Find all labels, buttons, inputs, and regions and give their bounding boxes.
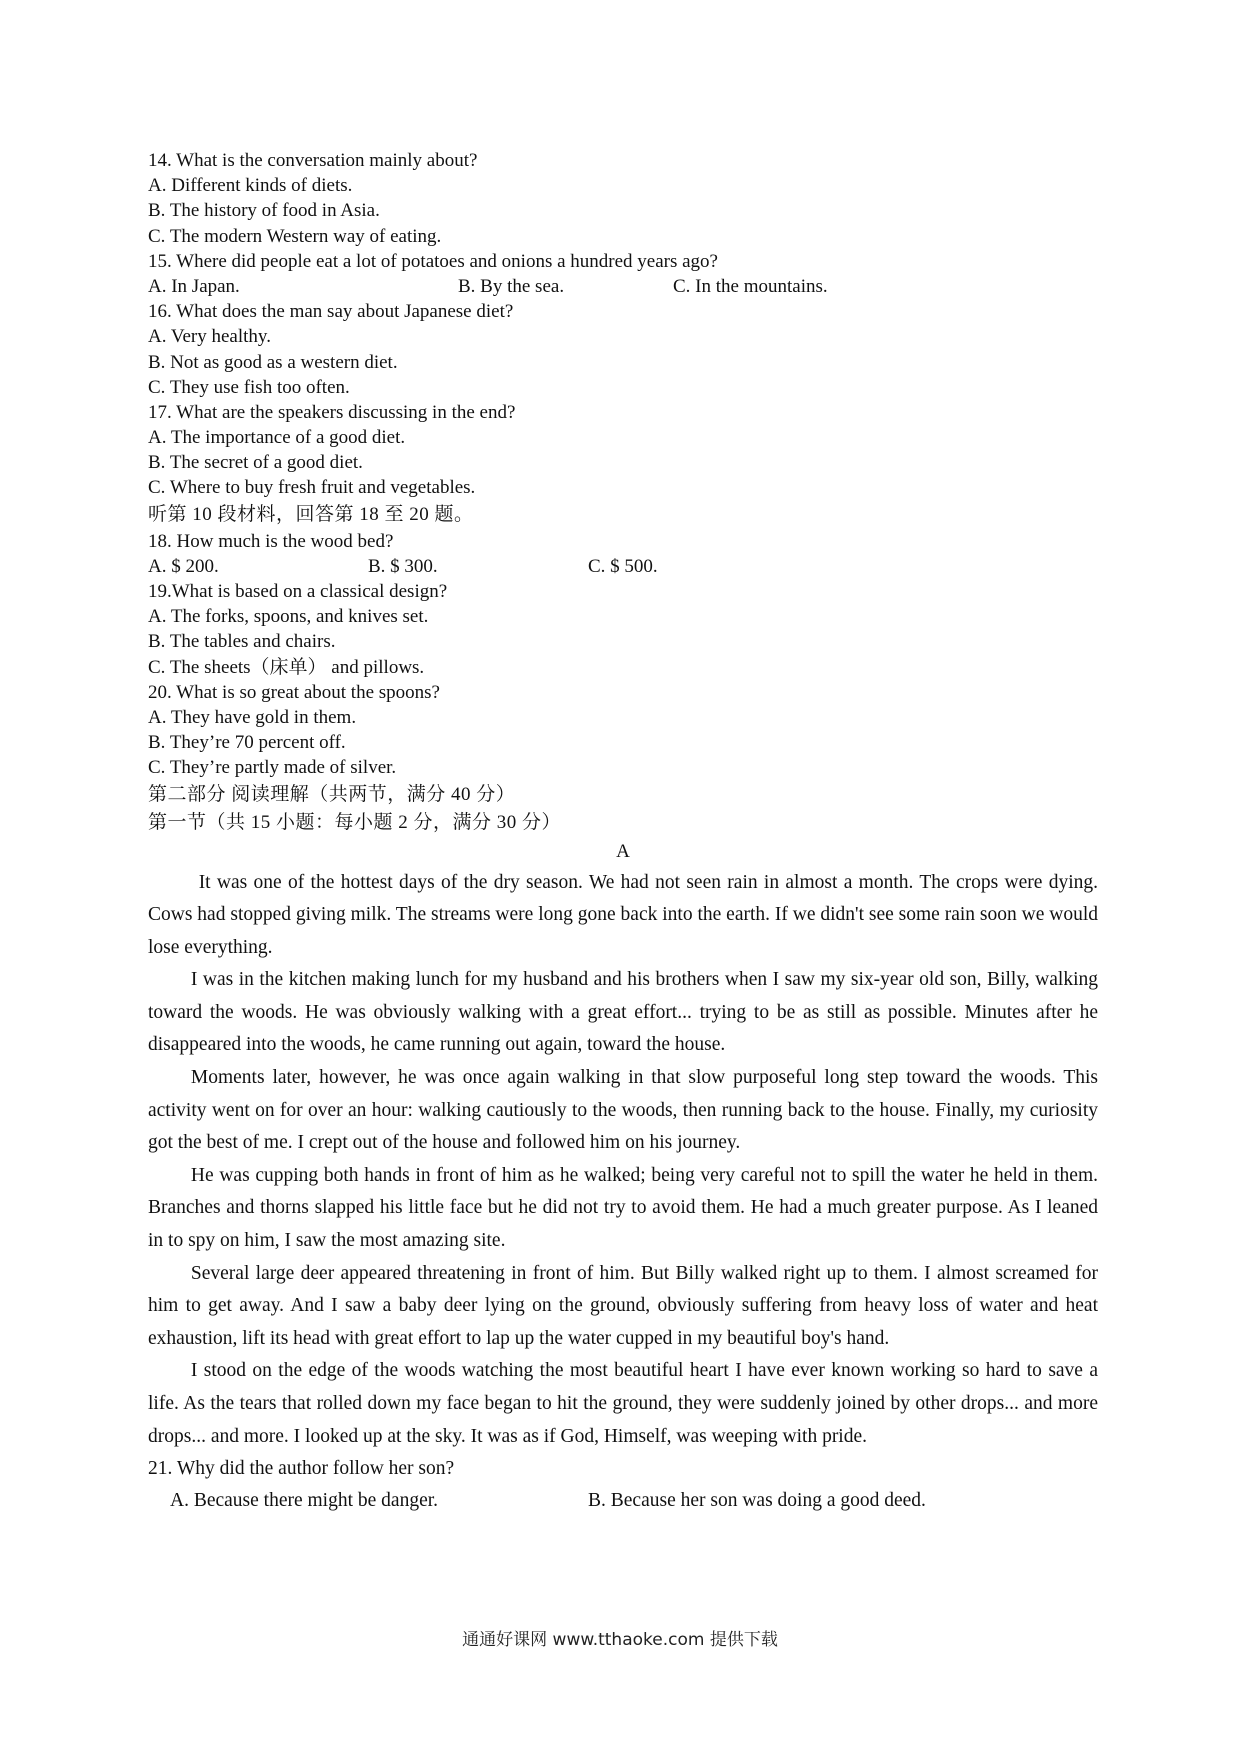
option-21b: B. Because her son was doing a good deed. xyxy=(588,1490,926,1512)
options-15 xyxy=(148,274,1098,299)
part-heading: 第二部分 阅读理解（共两节，满分 40 分） xyxy=(148,783,516,805)
question-17: 17. What are the speakers discussing in the end? xyxy=(148,401,516,423)
passage-paragraph-2: I was in the kitchen making lunch for my husband and his brothers when I saw my six-year old son, Billy, walking toward the woods. He was obviously walking with a great effort... trying to be as still as possible. Minutes after he disappeared into the woods, he came running out again, toward the house. xyxy=(148,969,1098,1056)
question-16: 16. What does the man say about Japanese diet? xyxy=(148,301,514,323)
option-16c: C. They use fish too often. xyxy=(148,376,350,398)
option-20c: C. They’re partly made of silver. xyxy=(148,757,397,779)
option-16b: B. Not as good as a western diet. xyxy=(148,351,398,373)
question-20: 20. What is so great about the spoons? xyxy=(148,681,440,703)
option-19b: B. The tables and chairs. xyxy=(148,631,336,653)
option-21a: A. Because there might be danger. xyxy=(170,1490,439,1512)
section-note: 听第 10 段材料，回答第 18 至 20 题。 xyxy=(148,503,474,525)
question-19: 19.What is based on a classical design? xyxy=(148,581,448,602)
question-14: 14. What is the conversation mainly about? xyxy=(148,150,478,171)
option-20a: A. They have gold in them. xyxy=(148,706,357,728)
option-15a: A. In Japan. xyxy=(148,275,240,297)
passage-paragraph-1: It was one of the hottest days of the dry season. We had not seen rain in almost a month. The crops were dying. Cows had stopped giving milk. The streams were long gone back into the earth. If we didn't see some rain soon we would lose everything. xyxy=(148,871,1098,958)
question-15: 15. Where did people eat a lot of potatoes and onions a hundred years ago? xyxy=(148,250,718,272)
options-21 xyxy=(148,1485,1098,1517)
option-16a: A. Very healthy. xyxy=(148,326,271,348)
option-18a: A. $ 200. xyxy=(148,555,219,577)
option-19a: A. The forks, spoons, and knives set. xyxy=(148,606,429,628)
option-17b: B. The secret of a good diet. xyxy=(148,452,363,474)
question-18: 18. How much is the wood bed? xyxy=(148,530,394,552)
option-19c: C. The sheets（床单） and pillows. xyxy=(148,656,425,678)
question-21: 21. Why did the author follow her son? xyxy=(148,1458,455,1480)
passage-paragraph-5: Several large deer appeared threatening in front of him. But Billy walked right up to them. I almost screamed for him to get away. And I saw a baby deer lying on the ground, obviously suffering from heavy loss of water and heat exhaustion, lift its head with great effort to lap up the water cupped in my beautiful boy's hand. xyxy=(148,1262,1098,1349)
option-15b: B. By the sea. xyxy=(458,275,565,297)
page-footer: 通通好课网 www.tthaoke.com 提供下载 xyxy=(462,1630,778,1650)
option-18c: C. $ 500. xyxy=(588,555,658,577)
option-18b: B. $ 300. xyxy=(368,555,438,577)
option-14b: B. The history of food in Asia. xyxy=(148,200,380,222)
option-20b: B. They’re 70 percent off. xyxy=(148,732,346,754)
passage-label: A xyxy=(616,840,630,862)
passage-paragraph-6: I stood on the edge of the woods watching the most beautiful heart I have ever known working so hard to save a life. As the tears that rolled down my face began to hit the ground, they were suddenly joined by other drops... and more drops... and more. I looked up at the sky. It was as if God, Himself, was weeping with pride. xyxy=(148,1360,1098,1447)
option-17c: C. Where to buy fresh fruit and vegetables. xyxy=(148,477,476,499)
passage-paragraph-4: He was cupping both hands in front of him as he walked; being very careful not to spill the water he held in them. Branches and thorns slapped his little face but he did not try to avoid them. He had a much greater purpose. As I leaned in to spy on him, I saw the most amazing site. xyxy=(148,1164,1098,1252)
options-18 xyxy=(148,554,1098,579)
option-15c: C. In the mountains. xyxy=(673,275,828,297)
option-14c: C. The modern Western way of eating. xyxy=(148,225,442,247)
option-14a: A. Different kinds of diets. xyxy=(148,175,353,197)
option-17a: A. The importance of a good diet. xyxy=(148,427,406,449)
passage-paragraph-3: Moments later, however, he was once again walking in that slow purposeful long step toward the woods. This activity went on for over an hour: walking cautiously to the woods, then running back to the house. Finally, my curiosity got the best of me. I crept out of the house and followed him on his journey. xyxy=(148,1067,1098,1154)
section-heading: 第一节（共 15 小题：每小题 2 分，满分 30 分） xyxy=(148,811,562,833)
exam-page xyxy=(148,148,1098,1517)
